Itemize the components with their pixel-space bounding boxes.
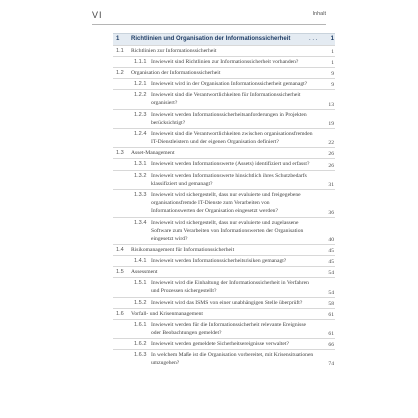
entry-title: Inwieweit sind die Verantwortlichkeiten zwischen organisationsfremden IT-Dienstleistern und der eigenen Organisation definiert?: [151, 131, 313, 146]
entry-page-number: 74: [328, 361, 334, 368]
entry-page-number: 31: [328, 182, 334, 189]
entry-page-number: 13: [328, 101, 334, 108]
entry-number: 1.3.3: [134, 192, 147, 199]
entry-title: Vorfall- und Krisenmanagement: [131, 310, 203, 317]
entry-page-number: 9: [331, 71, 334, 77]
toc-entry[interactable]: [113, 297, 335, 308]
toc-entry[interactable]: [113, 56, 335, 67]
toc-entry[interactable]: [113, 217, 335, 245]
entry-page-number: 26: [328, 162, 334, 169]
chapter-title: Richtlinien und Organisation der Informationssicherheit: [131, 36, 291, 42]
toc-entry[interactable]: [113, 78, 335, 89]
entry-title: Asset-Management: [131, 150, 175, 157]
entry-number: 1.4.1: [134, 258, 147, 265]
entry-page-number: 54: [328, 289, 334, 296]
entry-number: 1.2.1: [134, 81, 147, 87]
entry-page-number: 54: [328, 270, 334, 277]
table-of-contents: [113, 33, 335, 368]
entry-title: Richtlinien zur Informationssicherheit: [131, 48, 217, 54]
entry-number: 1.6.1: [134, 321, 147, 328]
entry-title: Risikomanagement für Informationssicherheit: [131, 247, 235, 254]
toc-entry[interactable]: [113, 147, 335, 158]
toc-chapter[interactable]: [113, 33, 335, 45]
entry-number: 1.4: [116, 247, 124, 254]
entry-number: 1.5.2: [134, 299, 147, 306]
entry-number: 1.1: [116, 48, 124, 54]
entry-title: Inwieweit wird in der Organisation Informationssicherheit gemanagt?: [151, 81, 308, 87]
toc-entry[interactable]: [113, 109, 335, 128]
entry-title: Inwieweit werden Informationssicherheitsanforderungen in Projekten berücksichtigt?: [151, 111, 307, 126]
entry-title: In welchem Maße ist die Organisation vorbereitet, mit Krisensituationen umzugehen?: [151, 352, 314, 367]
entry-title: Inwieweit wird sichergestellt, dass nur evaluierte und zugelassene Software zum Verarbeiten von Informationswerten der Organisation eingesetzt wird?: [151, 219, 304, 243]
entry-number: 1.5: [116, 269, 124, 276]
entry-page-number: 58: [328, 300, 334, 307]
toc-entry[interactable]: [113, 89, 335, 108]
toc-entry[interactable]: [113, 349, 335, 368]
chapter-page-number: 1: [330, 36, 334, 42]
entry-page-number: 45: [328, 248, 334, 255]
entry-title: Inwieweit werden Informationswerte (Assets) identifiziert und erfasst?: [151, 161, 310, 168]
toc-entry[interactable]: [113, 170, 335, 189]
entry-page-number: 1: [331, 60, 334, 66]
toc-entry[interactable]: [113, 266, 335, 277]
entry-title: Inwieweit wird das ISMS von einer unabhängigen Stelle überprüft?: [151, 299, 303, 306]
entry-title: Inwieweit sind Richtlinien zur Informationssicherheit vorhanden?: [151, 59, 299, 65]
toc-entry[interactable]: [113, 338, 335, 349]
toc-entry[interactable]: [113, 67, 335, 78]
entry-page-number: 40: [328, 237, 334, 244]
toc-entry[interactable]: [113, 277, 335, 296]
toc-entry[interactable]: [113, 244, 335, 255]
page-folio: VI: [92, 10, 103, 20]
entry-title: Organisation der Informationssicherheit: [131, 70, 221, 76]
entry-page-number: 36: [328, 209, 334, 216]
entry-title: Inwieweit wird sichergestellt, dass nur evaluierte und freigegebene organisationsfremde IT-Dienste zum Verarbeiten von Informationswerten der Organisation eingesetzt werden?: [151, 192, 301, 215]
toc-entry[interactable]: [113, 189, 335, 217]
entry-number: 1.6: [116, 310, 124, 317]
running-head: [92, 10, 326, 25]
entry-title: Inwieweit werden für die Informationssicherheit relevante Ereignisse oder Beobachtungen gemeldet?: [151, 321, 307, 336]
entry-page-number: 45: [328, 259, 334, 266]
chapter-leader-dots: . . .: [309, 36, 318, 42]
entry-page-number: 66: [328, 342, 334, 349]
toc-entry[interactable]: [113, 45, 335, 56]
entry-page-number: 26: [328, 151, 334, 158]
chapter-number: 1: [116, 36, 120, 42]
entry-page-number: 61: [328, 331, 334, 338]
entry-title: Inwieweit werden gemeldete Sicherheitsereignisse verwaltet?: [151, 341, 289, 348]
toc-entry[interactable]: [113, 158, 335, 169]
entry-title: Inwieweit wird die Einhaltung der Informationssicherheit in Verfahren und Prozessen sichergestellt?: [151, 280, 309, 295]
entry-number: 1.3.4: [134, 219, 147, 226]
entry-number: 1.2: [116, 70, 124, 76]
entry-page-number: 19: [328, 121, 334, 128]
entry-number: 1.2.3: [134, 111, 147, 118]
toc-entry[interactable]: [113, 128, 335, 147]
entry-title: Inwieweit sind die Verantwortlichkeiten für Informationssicherheit organisiert?: [151, 92, 301, 107]
entry-number: 1.2.4: [134, 131, 147, 138]
entry-title: Inwieweit werden Informationswerte hinsichtlich ihres Schutzbedarfs klassifiziert und gemanagt?: [151, 172, 307, 187]
entry-title: Inwieweit werden Informationssicherheitsrisiken gemanagt?: [151, 258, 287, 265]
entry-title: Assessment: [131, 269, 158, 276]
entry-page-number: 1: [331, 49, 334, 55]
entry-number: 1.2.2: [134, 92, 147, 99]
entry-number: 1.6.3: [134, 352, 147, 359]
entry-number: 1.3.1: [134, 161, 147, 168]
entry-number: 1.3: [116, 150, 124, 157]
entry-page-number: 9: [331, 82, 334, 89]
entry-number: 1.5.1: [134, 280, 147, 287]
running-head-label: Inhalt: [312, 11, 326, 17]
entry-number: 1.1.1: [134, 59, 147, 65]
toc-entry[interactable]: [113, 255, 335, 266]
toc-entry[interactable]: [113, 308, 335, 319]
entry-number: 1.6.2: [134, 341, 147, 348]
entry-page-number: 22: [328, 140, 334, 147]
entry-page-number: 61: [328, 311, 334, 318]
entry-number: 1.3.2: [134, 172, 147, 179]
toc-entry[interactable]: [113, 319, 335, 338]
